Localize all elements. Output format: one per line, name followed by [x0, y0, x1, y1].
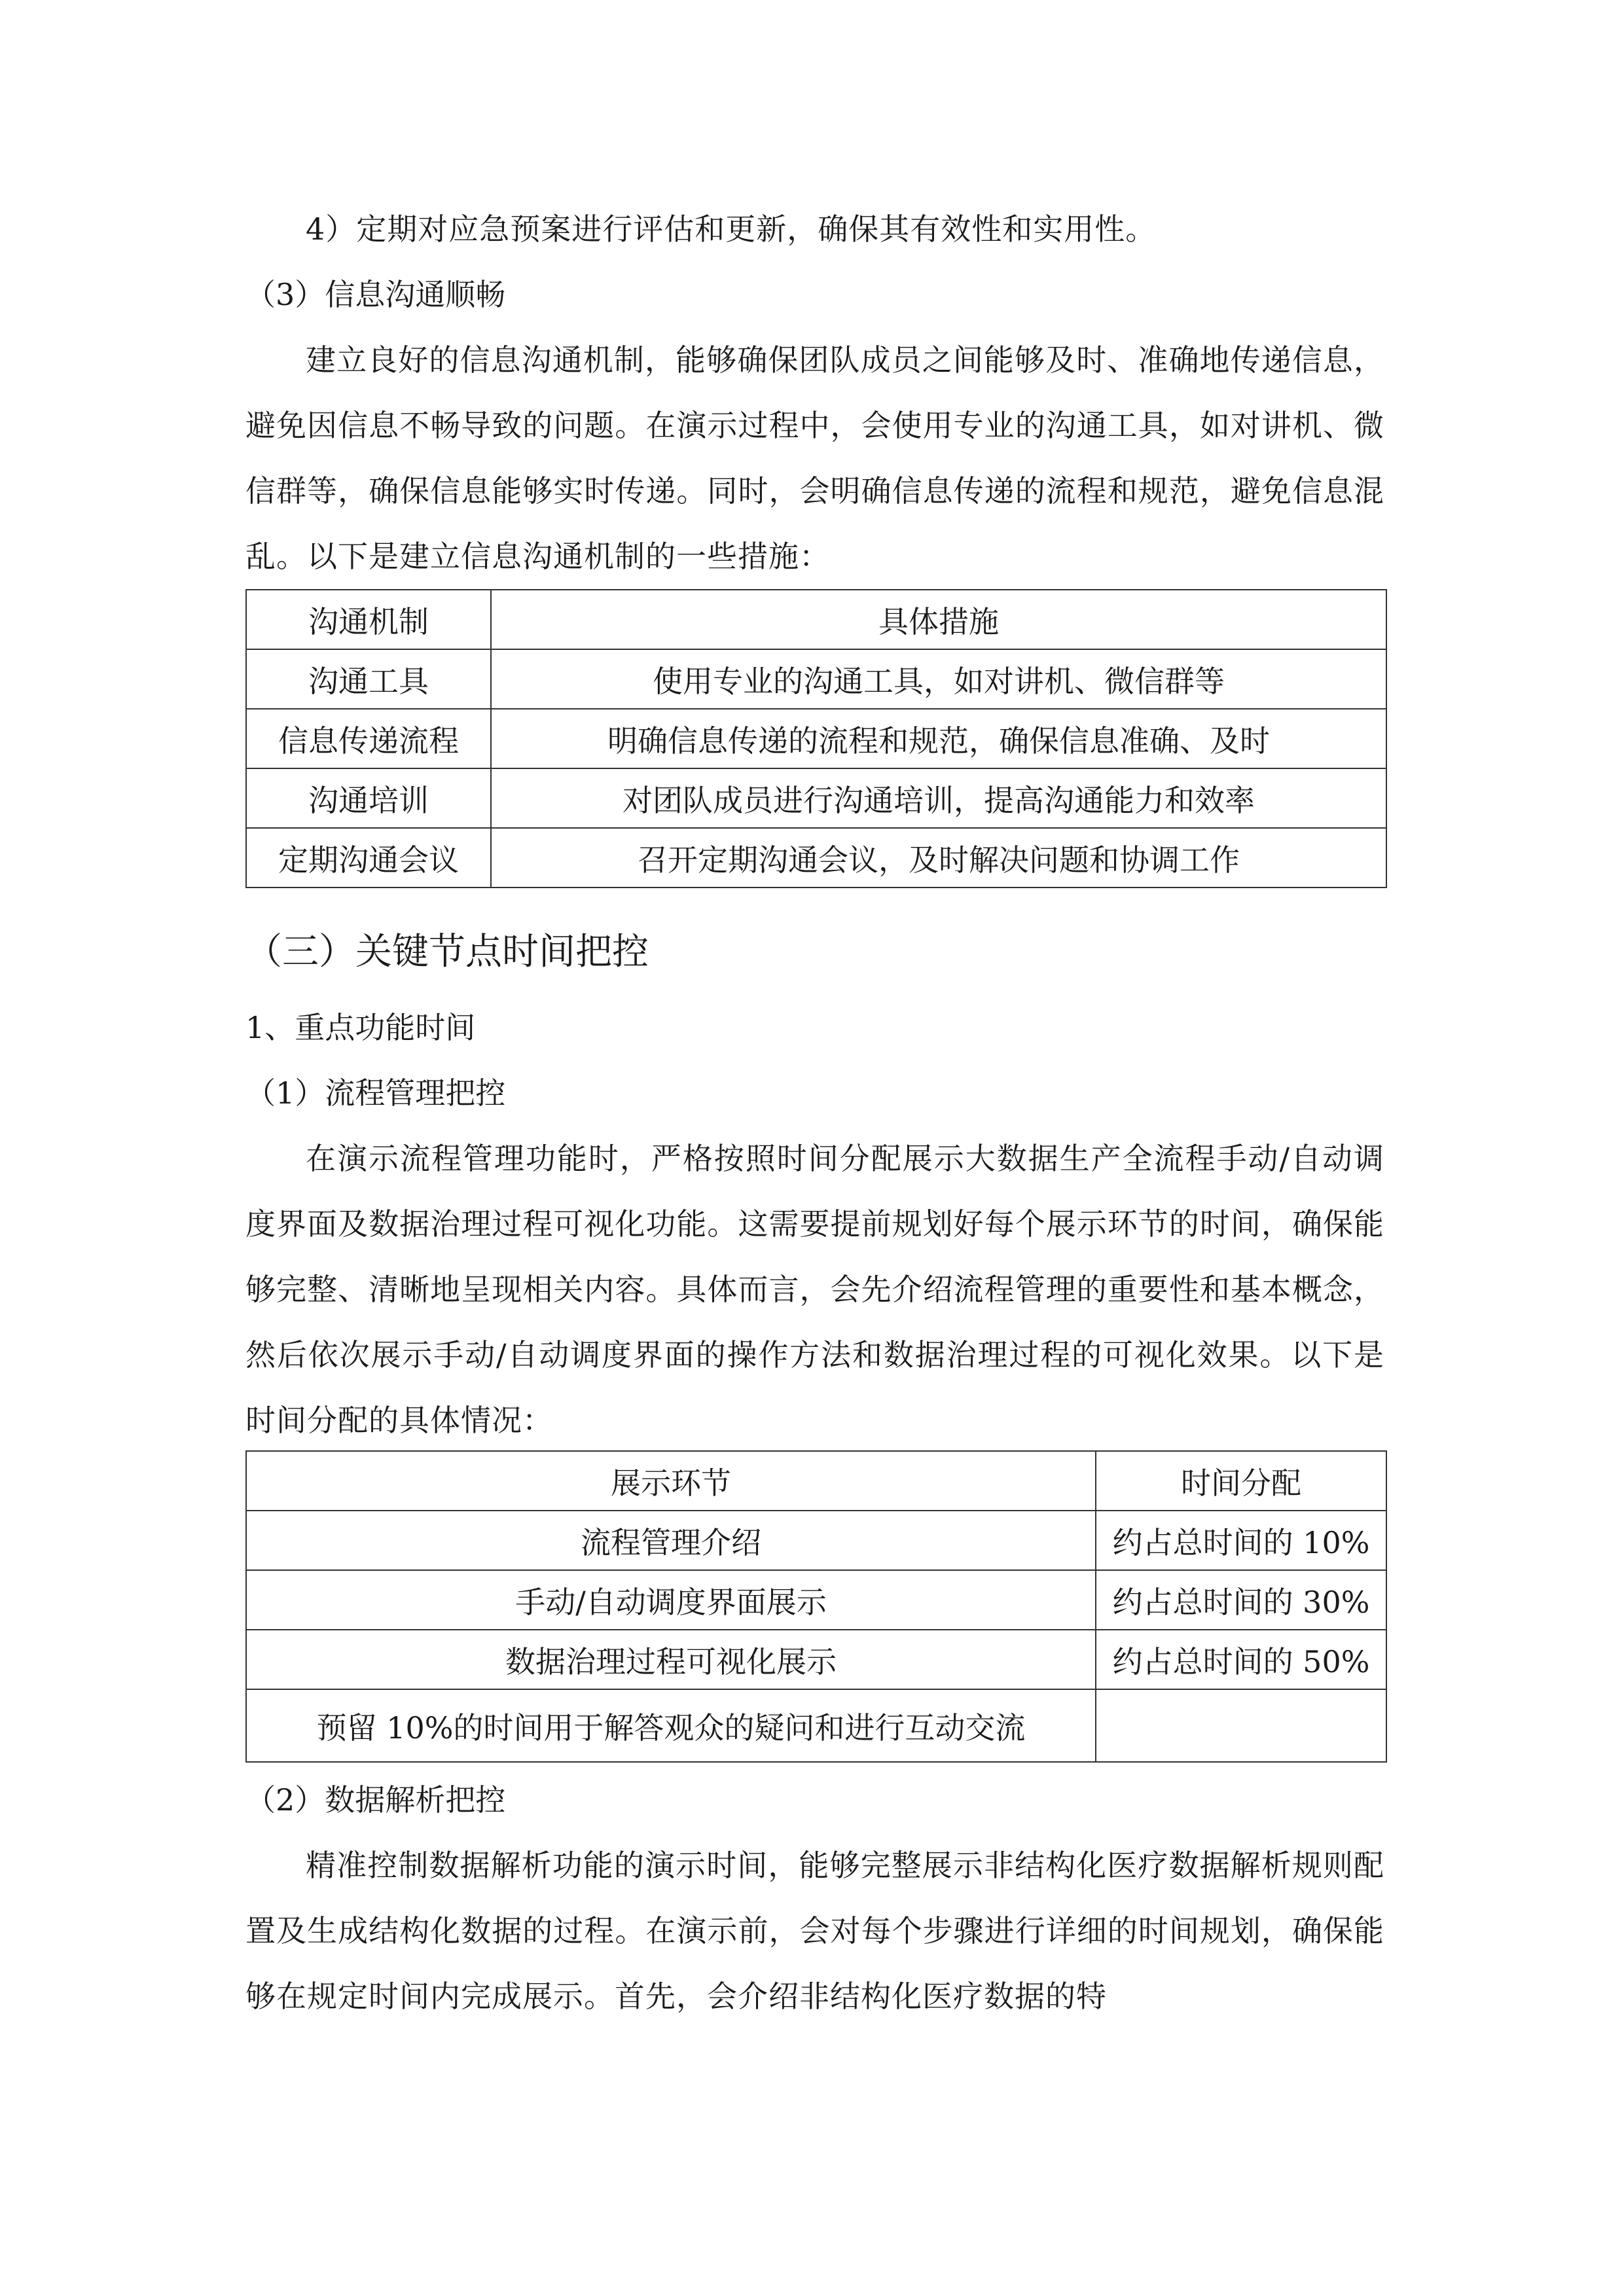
table-cell: 召开定期沟通会议，及时解决问题和协调工作 — [491, 828, 1386, 888]
table-row — [246, 1689, 1386, 1762]
table-cell: 预留 10%的时间用于解答观众的疑问和进行互动交流 — [246, 1689, 1096, 1762]
sub-heading-process-management: （1）流程管理把控 — [245, 1075, 506, 1111]
table-cell: 约占总时间的 30% — [1096, 1570, 1386, 1630]
table-cell: 信息传递流程 — [246, 709, 491, 768]
table-cell: 沟通培训 — [246, 768, 491, 828]
sub-heading-key-function-time: 1、重点功能时间 — [245, 1010, 476, 1045]
table-cell: 定期沟通会议 — [246, 828, 491, 888]
table-cell: 对团队成员进行沟通培训，提高沟通能力和效率 — [491, 768, 1386, 828]
table-header-cell: 具体措施 — [491, 590, 1386, 649]
table-header-cell: 沟通机制 — [246, 590, 491, 649]
table-row — [246, 1630, 1386, 1689]
paragraph-process-management: 在演示流程管理功能时，严格按照时间分配展示大数据生产全流程手动/自动调度界面及数据治理过程可视化功能。这需要提前规划好每个展示环节的时间，确保能够完整、清晰地呈现相关内容。具体而言，会先介绍流程管理的重要性和基本概念，然后依次展示手动/自动调度界面的操作方法和数据治理过程的可视化效果。以下是时间分配的具体情况： — [245, 1141, 1384, 1438]
section-heading-communication: （3）信息沟通顺畅 — [245, 277, 506, 312]
major-heading: （三）关键节点时间把控 — [245, 931, 649, 973]
table-row — [246, 1570, 1386, 1630]
table-cell: 流程管理介绍 — [246, 1511, 1096, 1570]
table-header-cell: 时间分配 — [1096, 1451, 1386, 1511]
table-row — [246, 649, 1386, 709]
table-row — [246, 828, 1386, 888]
paragraph-data-parsing: 精准控制数据解析功能的演示时间，能够完整展示非结构化医疗数据解析规则配置及生成结构化数据的过程。在演示前，会对每个步骤进行详细的时间规划，确保能够在规定时间内完成展示。首先，会介绍非结构化医疗数据的特 — [245, 1848, 1384, 2014]
table-cell: 明确信息传递的流程和规范，确保信息准确、及时 — [491, 709, 1386, 768]
table-row — [246, 709, 1386, 768]
list-item-4: 4）定期对应急预案进行评估和更新，确保其有效性和实用性。 — [306, 211, 1157, 247]
table-cell: 约占总时间的 50% — [1096, 1630, 1386, 1689]
table-cell: 使用专业的沟通工具，如对讲机、微信群等 — [491, 649, 1386, 709]
sub-heading-data-parsing: （2）数据解析把控 — [245, 1782, 506, 1818]
table-header-cell: 展示环节 — [246, 1451, 1096, 1511]
table-cell: 手动/自动调度界面展示 — [246, 1570, 1096, 1630]
table-header-row — [246, 1451, 1386, 1511]
communication-table — [245, 589, 1387, 888]
table-header-row — [246, 590, 1386, 649]
time-allocation-table — [245, 1450, 1387, 1763]
paragraph-communication: 建立良好的信息沟通机制，能够确保团队成员之间能够及时、准确地传递信息，避免因信息不畅导致的问题。在演示过程中，会使用专业的沟通工具，如对讲机、微信群等，确保信息能够实时传递。同时，会明确信息传递的流程和规范，避免信息混乱。以下是建立信息沟通机制的一些措施： — [245, 342, 1384, 574]
table-cell: 沟通工具 — [246, 649, 491, 709]
table-row — [246, 1511, 1386, 1570]
table-cell: 约占总时间的 10% — [1096, 1511, 1386, 1570]
table-row — [246, 768, 1386, 828]
table-cell — [1096, 1689, 1386, 1762]
table-cell: 数据治理过程可视化展示 — [246, 1630, 1096, 1689]
